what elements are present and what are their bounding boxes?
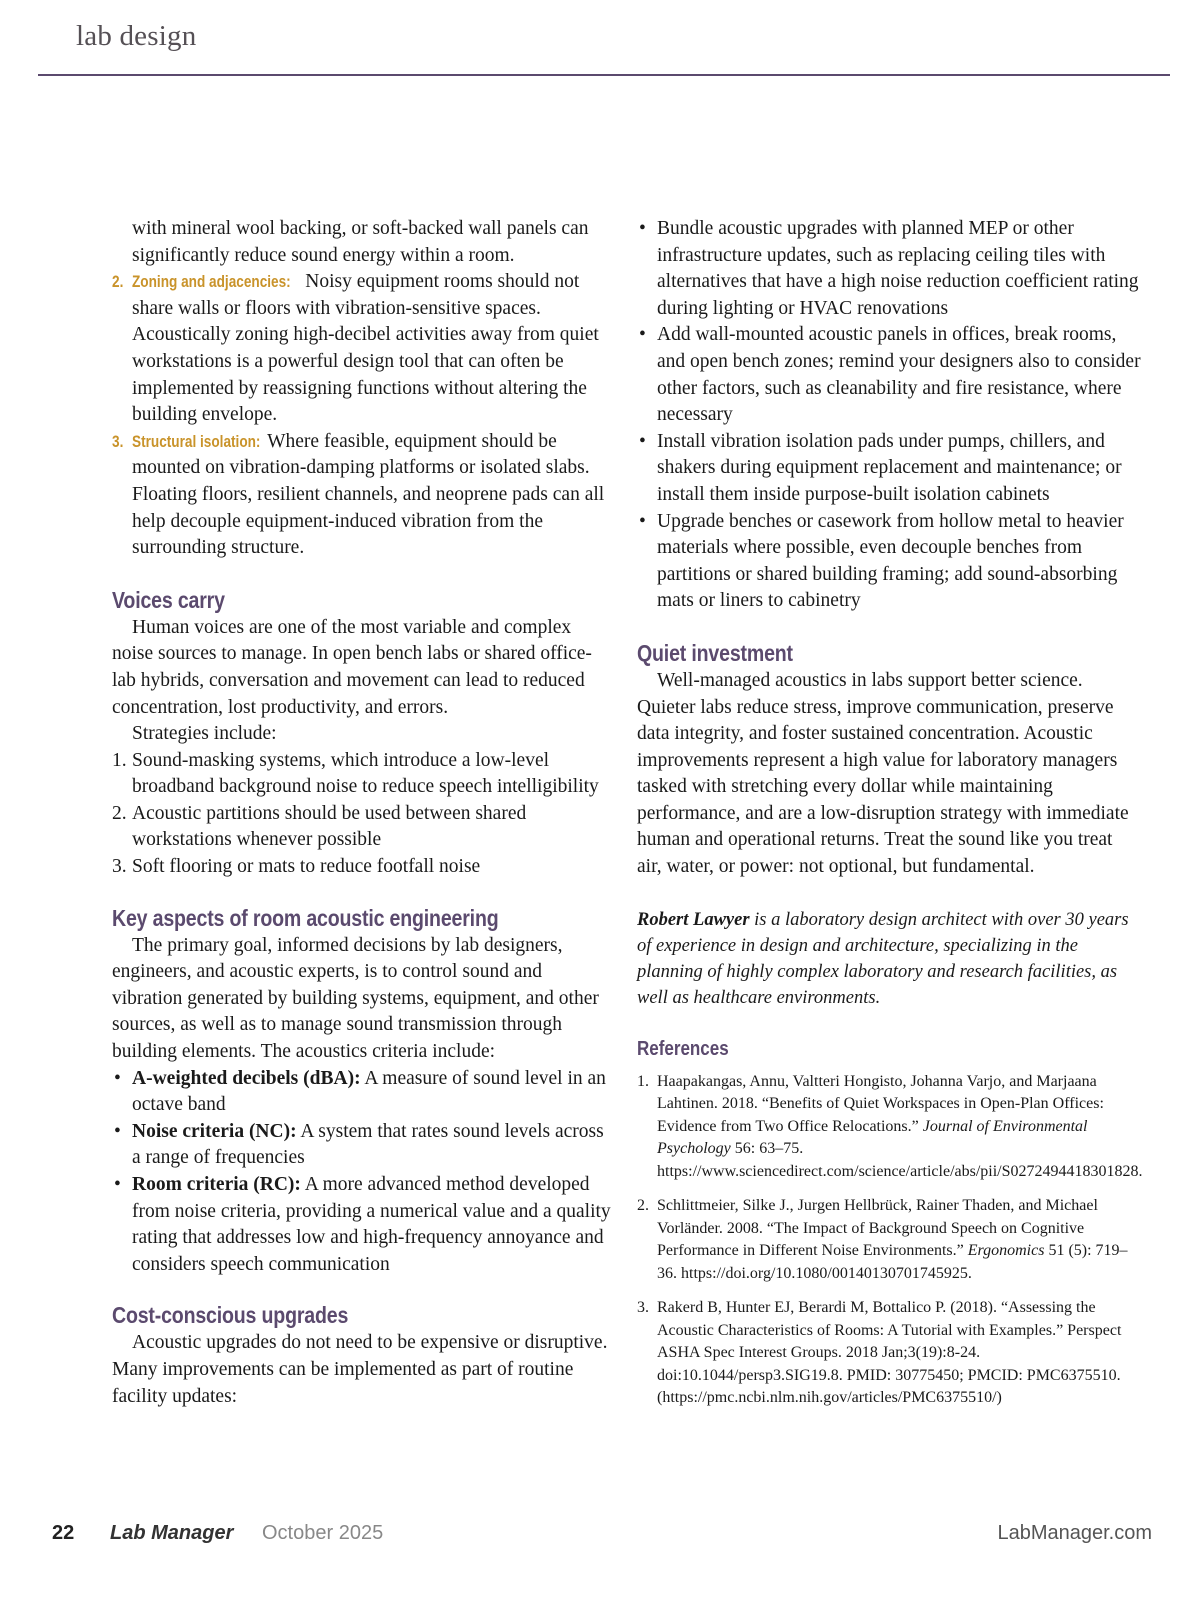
heading-cost-conscious: Cost-conscious upgrades [112, 1302, 349, 1329]
heading-references: References [637, 1037, 729, 1060]
list-item [112, 429, 612, 562]
list-number: 3. [112, 856, 127, 878]
criteria-term: A-weighted decibels (dBA): [132, 1067, 361, 1089]
bullet-icon: • [114, 1067, 121, 1089]
acoustics-criteria-list [112, 1066, 612, 1279]
magazine-name: Lab Manager [110, 1522, 234, 1544]
list-number: 1. [112, 749, 127, 771]
list-item-text: Sound-masking systems, which introduce a low-level broadband background noise to reduce speech intelligibility [132, 749, 599, 798]
list-item-text: Where feasible, equipment should be mounted on vibration-damping platforms or isolated slabs. Floating floors, resilient channels, and neoprene pads can all help decouple equipment-induced vibration from the surrounding structure. [132, 430, 605, 559]
design-strategies-list [112, 269, 612, 562]
reference-number: 2. [637, 1197, 649, 1215]
criteria-text: A measure of sound level in an octave band [132, 1067, 606, 1116]
list-item-title: Zoning and adjacencies: [132, 272, 291, 292]
bullet-icon: • [114, 1174, 121, 1195]
list-number: 2. [112, 802, 127, 824]
list-item [112, 748, 612, 801]
reference-text: Rakerd B, Hunter EJ, Berardi M, Bottalico P. (2018). “Assessing the Acoustic Characteristics of Rooms: A Tutorial with Examples.” Perspect ASHA Spec Interest Groups. 2018 Jan;3(19):8-24. doi:10.1044/persp3.SIG19.8. PMID: 30775450; PMCID: PMC6375510. (https://pmc.ncbi.nlm.nih.gov/articles/PMC6375510/) [657, 1299, 1122, 1407]
heading-quiet-investment: Quiet investment [637, 639, 793, 666]
reference-item [637, 1071, 1141, 1184]
left-column [112, 216, 612, 1410]
right-column [637, 216, 1141, 1422]
list-number: 2. [112, 272, 124, 292]
criteria-term: Room criteria (RC): [132, 1174, 301, 1195]
list-item-text: Soft flooring or mats to reduce footfall noise [132, 856, 481, 878]
author-name: Robert Lawyer [637, 909, 750, 930]
list-item [112, 269, 612, 429]
bullet-icon: • [639, 430, 646, 452]
reference-journal: Ergonomics [967, 1242, 1045, 1260]
list-item [112, 1119, 612, 1172]
bullet-icon: • [639, 510, 646, 532]
upgrade-bullets [637, 216, 1141, 615]
list-number: 3. [112, 431, 124, 451]
key-aspects-paragraph: The primary goal, informed decisions by lab designers, engineers, and acoustic experts, is to control sound and vibration generated by building systems, equipment, and other sources, as well as to manage sound transmission through building elements. The acoustics criteria include: [112, 934, 599, 1063]
bullet-icon: • [639, 218, 646, 239]
reference-item [637, 1195, 1141, 1285]
list-item [637, 216, 1141, 322]
reference-number: 1. [637, 1072, 649, 1090]
list-item-title: Structural isolation: [132, 431, 261, 451]
page-footer [52, 1522, 1152, 1552]
reference-text-end: 51 (5): 719–36. https://doi.org/10.1080/00140130701745925. [657, 1242, 1128, 1282]
list-item [112, 801, 612, 854]
bullet-icon: • [639, 324, 646, 346]
header-divider [38, 74, 1170, 76]
list-item-text: Add wall-mounted acoustic panels in offices, break rooms, and open bench zones; remind your designers also to consider other factors, such as cleanability and fire resistance, where necessary [657, 324, 1141, 426]
criteria-term: Noise criteria (NC): [132, 1120, 297, 1142]
reference-text-end: 56: 63–75. https://www.sciencedirect.com/science/article/abs/pii/S0272494418301828. [657, 1140, 1143, 1180]
cost-paragraph: Acoustic upgrades do not need to be expensive or disruptive. Many improvements can be implemented as part of routine facility updates: [112, 1332, 608, 1407]
quiet-paragraph: Well-managed acoustics in labs support better science. Quieter labs reduce stress, improve communication, preserve data integrity, and foster sustained concentration. Acoustic improvements represent a high value for laboratory managers tasked with stretching every dollar while maintaining performance, and are a low-disruption strategy with immediate human and operational returns. Treat the sound like you treat air, water, or power: not optional, but fundamental. [637, 669, 1129, 878]
criteria-text: A system that rates sound levels across a range of frequencies [132, 1120, 604, 1169]
reference-item [637, 1297, 1141, 1410]
page-number: 22 [52, 1522, 75, 1544]
strategies-intro: Strategies include: [132, 723, 277, 745]
bullet-icon: • [114, 1120, 121, 1142]
list-item [637, 429, 1141, 509]
reference-number: 3. [637, 1299, 649, 1317]
author-bio [637, 907, 1141, 1011]
section-tag: lab design [76, 20, 197, 52]
continued-paragraph: with mineral wool backing, or soft-backed wall panels can significantly reduce sound energy within a room. [132, 218, 589, 266]
list-item [112, 854, 612, 881]
heading-key-aspects: Key aspects of room acoustic engineering [112, 904, 499, 931]
list-item [637, 322, 1141, 428]
list-item [637, 509, 1141, 615]
criteria-text: A more advanced method developed from noise criteria, providing a numerical value and a quality rating that addresses low and high-frequency annoyance and considers speech communication [132, 1174, 611, 1275]
website-link: LabManager.com [997, 1522, 1152, 1544]
list-item [112, 1066, 612, 1119]
reference-text: Schlittmeier, Silke J., Jurgen Hellbrück, Rainer Thaden, and Michael Vorländer. 2008. “The Impact of Background Speech on Cognitive Performance in Different Noise Environments.” [657, 1197, 1098, 1260]
voices-paragraph: Human voices are one of the most variable and complex noise sources to manage. In open bench labs or shared office-lab hybrids, conversation and movement can lead to reduced concentration, lost productivity, and errors. [112, 616, 592, 718]
reference-journal: Journal of Environmental Psychology [657, 1117, 1088, 1158]
list-item [112, 1172, 612, 1278]
author-bio-text: is a laboratory design architect with over 30 years of experience in design and architecture, specializing in the planning of highly complex laboratory and research facilities, as well as healthcare environments. [637, 909, 1129, 1008]
issue-date: October 2025 [262, 1522, 384, 1544]
references-list [637, 1071, 1141, 1410]
list-item-text: Noisy equipment rooms should not share walls or floors with vibration-sensitive spaces. Acoustically zoning high-decibel activities away from quiet workstations is a powerful design tool that can often be implemented by reassigning functions without altering the building envelope. [132, 271, 599, 426]
list-item-text: Bundle acoustic upgrades with planned MEP or other infrastructure updates, such as replacing ceiling tiles with alternatives that have a high noise reduction coefficient rating during lighting or HVAC renovations [657, 218, 1139, 319]
reference-text: Haapakangas, Annu, Valtteri Hongisto, Johanna Varjo, and Marjaana Lahtinen. 2018. “Benefits of Quiet Workspaces in Open-Plan Offices: Evidence from Two Office Relocations.” [657, 1072, 1104, 1135]
heading-voices-carry: Voices carry [112, 586, 225, 613]
voice-strategies-list [112, 748, 612, 881]
list-item-text: Install vibration isolation pads under pumps, chillers, and shakers during equipment replacement and maintenance; or install them inside purpose-built isolation cabinets [657, 430, 1122, 505]
list-item-text: Acoustic partitions should be used between shared workstations whenever possible [132, 802, 527, 851]
list-item-text: Upgrade benches or casework from hollow metal to heavier materials where possible, even decouple benches from partitions or shared building framing; add sound-absorbing mats or liners to cabinetry [657, 510, 1124, 612]
